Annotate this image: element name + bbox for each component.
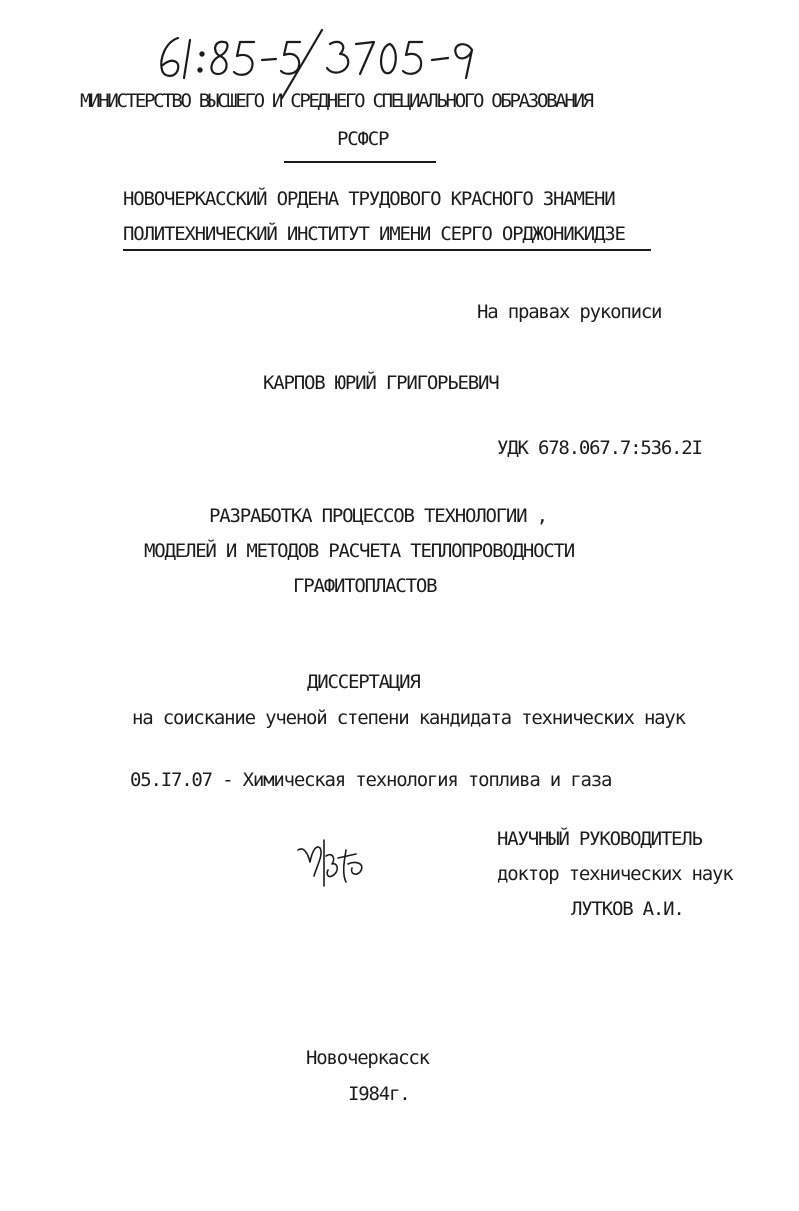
institute-name-line2: ПОЛИТЕХНИЧЕСКИЙ ИНСТИТУТ ИМЕНИ СЕРГО ОРДЖОНИКИДЗЕ xyxy=(123,223,625,245)
supervisor-degree: доктор технических наук xyxy=(497,863,733,885)
supervisor-name: ЛУТКОВ А.И. xyxy=(571,898,684,920)
document-type: ДИССЕРТАЦИЯ xyxy=(307,671,420,693)
city: Новочеркасск xyxy=(306,1047,429,1069)
degree-sought: на соискание ученой степени кандидата технических наук xyxy=(132,707,685,729)
specialty-code: 05.I7.07 - Химическая технология топлива и газа xyxy=(130,769,612,791)
supervisor-role: НАУЧНЫЙ РУКОВОДИТЕЛЬ xyxy=(497,828,702,850)
manuscript-note: На правах рукописи xyxy=(477,301,662,323)
dissertation-title-line2: МОДЕЛЕЙ И МЕТОДОВ РАСЧЕТА ТЕПЛОПРОВОДНОСТИ xyxy=(144,540,575,562)
institute-underline xyxy=(123,249,651,251)
handwritten-signature xyxy=(294,832,374,894)
year: I984г. xyxy=(348,1083,410,1105)
dissertation-title-line1: РАЗРАБОТКА ПРОЦЕССОВ ТЕХНОЛОГИИ , xyxy=(209,505,547,527)
republic-name: РСФСР xyxy=(337,128,389,150)
udc-code: УДК 678.067.7:536.2I xyxy=(497,437,702,459)
author-name: КАРПОВ ЮРИЙ ГРИГОРЬЕВИЧ xyxy=(263,372,499,394)
header-divider xyxy=(284,161,436,163)
institute-name-line1: НОВОЧЕРКАССКИЙ ОРДЕНА ТРУДОВОГО КРАСНОГО ЗНАМЕНИ xyxy=(123,188,615,210)
dissertation-title-line3: ГРАФИТОПЛАСТОВ xyxy=(293,575,437,597)
handwritten-archive-number xyxy=(150,20,500,100)
ministry-name: МИНИСТЕРСТВО ВЫСШЕГО И СРЕДНЕГО СПЕЦИАЛЬНОГО ОБРАЗОВАНИЯ xyxy=(80,90,592,112)
